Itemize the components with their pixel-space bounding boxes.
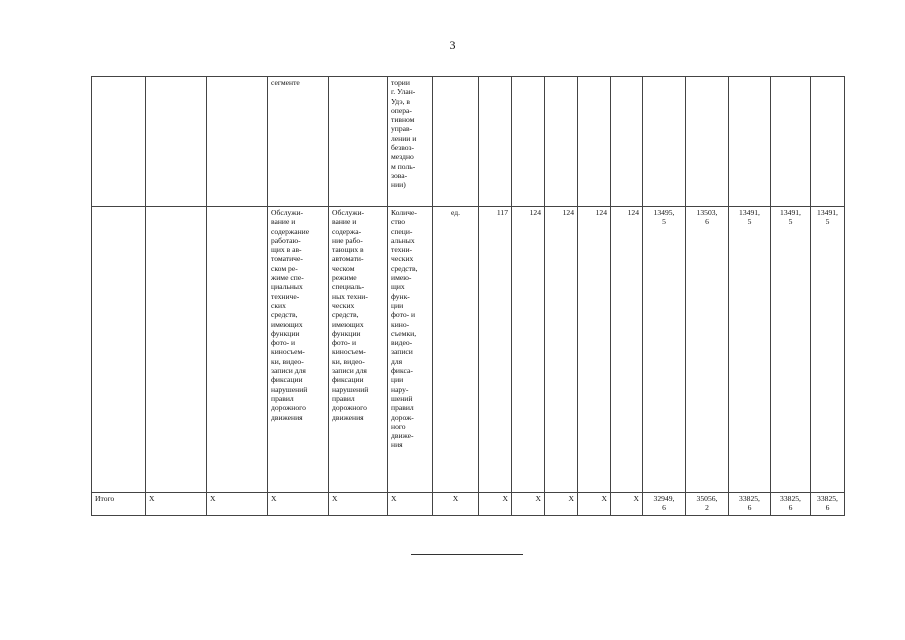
total-amount-cell: 33825, 6 — [771, 493, 811, 516]
table-cell — [207, 207, 268, 493]
table-row — [92, 77, 845, 207]
table-cell — [479, 77, 512, 207]
total-amount-cell: 33825, 6 — [729, 493, 771, 516]
table-cell — [545, 77, 578, 207]
amount-cell: 13491, 5 — [729, 207, 771, 493]
amount-cell: 13503, 6 — [686, 207, 729, 493]
footnote-separator — [411, 554, 523, 555]
table-cell — [433, 77, 479, 207]
budget-table — [91, 76, 845, 516]
total-amount-cell: 33825, 6 — [811, 493, 845, 516]
table-cell: тории г. Улан- Удэ, в опера- тивном управ- лении и безвоз- мездно м поль- зова- нии) — [388, 77, 433, 207]
amount-cell: 13491, 5 — [811, 207, 845, 493]
table-cell — [329, 77, 388, 207]
table-cell — [146, 77, 207, 207]
x-cell: Х — [512, 493, 545, 516]
x-cell: Х — [611, 493, 643, 516]
x-cell: Х — [578, 493, 611, 516]
table-cell — [771, 77, 811, 207]
table-cell — [92, 207, 146, 493]
table-cell — [512, 77, 545, 207]
service-name-cell: Обслужи- вание и содержание работаю- щих в ав- томатиче- ском ре- жиме спе- циальных техниче- ских средств, имеющих функции фото- и киносъем- ки, видео- записи для фиксации нарушений правил дорожного движения — [268, 207, 329, 493]
table-cell — [146, 207, 207, 493]
table-cell — [811, 77, 845, 207]
total-amount-cell: 32949, 6 — [643, 493, 686, 516]
table-cell — [611, 77, 643, 207]
indicator-cell: Количе- ство специ- альных техни- ческих средств, имею- щих функ- ции фото- и кино- съемки, видео- записи для фикса- ции нару- шений правил дорож- ного движе- ния — [388, 207, 433, 493]
x-cell: Х — [329, 493, 388, 516]
table-cell: сегменте — [268, 77, 329, 207]
table-cell — [729, 77, 771, 207]
table-cell — [578, 77, 611, 207]
service-content-cell: Обслужи- вание и содержа- ние рабо- тающих в автомати- ческом режиме специаль- ных техни- ческих средств, имеющих функции фото- и киносъем- ки, видео- записи для фиксации нарушений правил дорожного движения — [329, 207, 388, 493]
x-cell: Х — [433, 493, 479, 516]
value-cell: 124 — [578, 207, 611, 493]
x-cell: Х — [479, 493, 512, 516]
value-cell: 124 — [545, 207, 578, 493]
unit-cell: ед. — [433, 207, 479, 493]
table-cell — [686, 77, 729, 207]
table-cell — [643, 77, 686, 207]
table-row — [92, 207, 845, 493]
value-cell: 124 — [512, 207, 545, 493]
value-cell: 117 — [479, 207, 512, 493]
value-cell: 124 — [611, 207, 643, 493]
table-cell — [207, 77, 268, 207]
x-cell: Х — [545, 493, 578, 516]
x-cell: Х — [268, 493, 329, 516]
total-row — [92, 493, 845, 516]
table-cell — [92, 77, 146, 207]
amount-cell: 13495, 5 — [643, 207, 686, 493]
total-label: Итого — [92, 493, 146, 516]
page-number: 3 — [449, 38, 456, 52]
x-cell: Х — [207, 493, 268, 516]
x-cell: Х — [146, 493, 207, 516]
x-cell: Х — [388, 493, 433, 516]
amount-cell: 13491, 5 — [771, 207, 811, 493]
total-amount-cell: 35056, 2 — [686, 493, 729, 516]
